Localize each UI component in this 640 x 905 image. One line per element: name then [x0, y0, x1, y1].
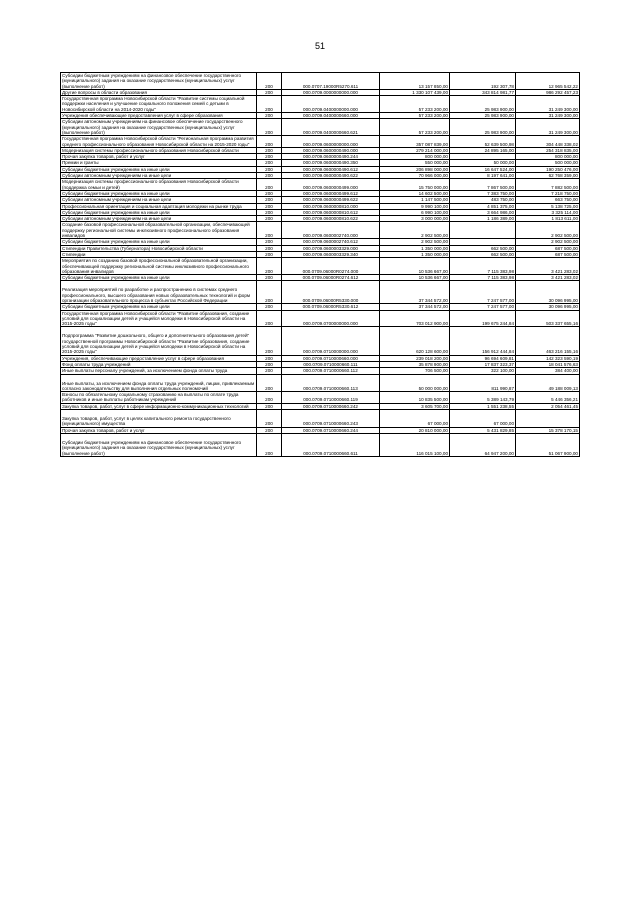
row-remaining-amount-cell: 31 249 300,00 [516, 113, 580, 119]
table-row [61, 410, 580, 428]
row-classification-code-cell: 000.0709.0600000490.244 [282, 154, 380, 160]
row-executed-amount-cell: 67 000,00 [450, 410, 516, 428]
row-executed-amount-cell: 8 197 641,00 [450, 173, 516, 179]
row-remaining-amount-cell: 463 216 155,16 [516, 327, 580, 355]
row-approved-amount-cell: 800 000,00 [380, 154, 450, 160]
row-department-code-cell: 200 [257, 173, 282, 179]
table-row [61, 119, 580, 136]
row-classification-code-cell: 000.0709.0600000810.622 [282, 216, 380, 222]
row-remaining-amount-cell: 30 096 995,00 [516, 304, 580, 310]
row-executed-amount-cell: 662 500,00 [450, 245, 516, 251]
page-number: 51 [314, 41, 325, 51]
row-approved-amount-cell: 2 902 500,00 [380, 222, 450, 239]
row-name-cell: Субсидии автономным учреждениям на иные цели [61, 173, 257, 179]
row-department-code-cell: 200 [257, 374, 282, 392]
table-row [61, 209, 580, 215]
row-classification-code-cell: 000.0709.0600003329.000 [282, 245, 380, 251]
row-classification-code-cell: 000.0709.0000000000.000 [282, 89, 380, 95]
table-row [61, 433, 580, 456]
row-classification-code-cell: 000.0709.0400000000.000 [282, 96, 380, 113]
row-name-cell: Учреждения, обеспечивающие предоставление услуг в сфере образования [61, 355, 257, 361]
row-classification-code-cell: 000.0709.06000R5330.000 [282, 281, 380, 304]
row-department-code-cell: 200 [257, 222, 282, 239]
row-name-cell: Закупка товаров, работ, услуг в сфере информационно-коммуникационных технологий [61, 403, 257, 409]
table-row [61, 216, 580, 222]
row-approved-amount-cell: 6 990 100,00 [380, 209, 450, 215]
row-executed-amount-cell: 322 100,00 [450, 368, 516, 374]
row-approved-amount-cell: 3 605 700,00 [380, 403, 450, 409]
row-remaining-amount-cell: 503 337 655,16 [516, 310, 580, 327]
row-department-code-cell: 200 [257, 281, 282, 304]
row-executed-amount-cell [450, 222, 516, 239]
row-classification-code-cell: 000.0709.0600000490.000 [282, 147, 380, 153]
row-department-code-cell: 200 [257, 197, 282, 203]
row-classification-code-cell: 000.0709.0710000660.113 [282, 374, 380, 392]
row-name-cell: Государственная программа Новосибирской области "Развитие образования, создание условий для социализации детей и учащейся молодежи в Новосибирской области на 2015-2025 годы" [61, 310, 257, 327]
row-department-code-cell: 200 [257, 392, 282, 404]
row-name-cell: Учреждения обеспечивающие предоставления услуг в сфере образования [61, 113, 257, 119]
row-remaining-amount-cell: 5 138 725,00 [516, 203, 580, 209]
row-department-code-cell: 200 [257, 209, 282, 215]
row-department-code-cell: 200 [257, 154, 282, 160]
row-approved-amount-cell: 50 000 000,00 [380, 374, 450, 392]
table-row [61, 310, 580, 327]
row-executed-amount-cell: 7 115 383,98 [450, 275, 516, 281]
row-executed-amount-cell: 25 983 900,00 [450, 119, 516, 136]
row-department-code-cell: 200 [257, 166, 282, 172]
row-classification-code-cell: 000.0709.0600000490.350 [282, 160, 380, 166]
row-name-cell: Государственная программа Новосибирской области "Региональная программа развития среднего профессионального образования Новосибирской области на 2015-2020 годы" [61, 136, 257, 148]
table-row [61, 222, 580, 239]
row-executed-amount-cell: 1 551 238,55 [450, 403, 516, 409]
row-remaining-amount-cell: 687 500,00 [516, 245, 580, 251]
row-remaining-amount-cell: 31 249 300,00 [516, 96, 580, 113]
row-name-cell: Иные выплаты, за исключением фонда оплаты труда учреждений, лицам, привлекаемым согласно законодательству для выполнения отдельных полномочий [61, 374, 257, 392]
row-executed-amount-cell: 25 983 900,00 [450, 113, 516, 119]
row-department-code-cell: 200 [257, 239, 282, 245]
table-row [61, 392, 580, 404]
row-remaining-amount-cell: 986 292 457,23 [516, 89, 580, 95]
row-executed-amount-cell: 192 307,78 [450, 73, 516, 90]
row-approved-amount-cell: 15 750 000,00 [380, 179, 450, 191]
row-approved-amount-cell: 37 344 572,00 [380, 281, 450, 304]
row-classification-code-cell: 000.0709.0710000660.244 [282, 427, 380, 433]
row-remaining-amount-cell: 190 250 476,00 [516, 166, 580, 172]
table-row [61, 258, 580, 275]
row-classification-code-cell: 000.0709.0600000499.000 [282, 179, 380, 191]
row-approved-amount-cell: 3 000 000,00 [380, 216, 450, 222]
table-row [61, 96, 580, 113]
row-executed-amount-cell: 3 664 986,00 [450, 209, 516, 215]
row-classification-code-cell: 000.0709.0710000660.112 [282, 368, 380, 374]
row-name-cell: Создание базовой профессиональной образовательной организации, обеспечивающей поддержку региональной системы инклюзивного профессионального образования инвалидов [61, 222, 257, 239]
row-name-cell: Профессиональная ориентация и социальная адаптация молодежи на рынке труда [61, 203, 257, 209]
row-executed-amount-cell: 343 814 981,77 [450, 89, 516, 95]
row-department-code-cell: 200 [257, 179, 282, 191]
row-approved-amount-cell: 57 233 200,00 [380, 113, 450, 119]
row-classification-code-cell: 000.0709.0600000499.622 [282, 197, 380, 203]
row-approved-amount-cell: 116 015 100,00 [380, 433, 450, 456]
row-name-cell: Субсидии бюджетным учреждениям на иные цели [61, 166, 257, 172]
row-classification-code-cell: 000.0709.0600000490.622 [282, 173, 380, 179]
row-executed-amount-cell: 16 647 524,00 [450, 166, 516, 172]
row-department-code-cell: 200 [257, 327, 282, 355]
row-executed-amount-cell: 199 675 244,84 [450, 310, 516, 327]
table-row [61, 89, 580, 95]
budget-execution-table [60, 72, 580, 457]
row-department-code-cell: 200 [257, 355, 282, 361]
row-department-code-cell: 200 [257, 245, 282, 251]
row-remaining-amount-cell: 18 041 576,63 [516, 361, 580, 367]
row-name-cell: Модернизация системы профессионального образования Новосибирской области [61, 147, 257, 153]
row-remaining-amount-cell: 2 054 461,45 [516, 403, 580, 409]
row-classification-code-cell: 000.0709.0710000660.111 [282, 361, 380, 367]
row-remaining-amount-cell [516, 410, 580, 428]
row-name-cell: Прочая закупка товаров, работ и услуг [61, 427, 257, 433]
row-department-code-cell: 200 [257, 361, 282, 367]
row-department-code-cell: 200 [257, 427, 282, 433]
row-remaining-amount-cell: 3 421 283,02 [516, 258, 580, 275]
row-remaining-amount-cell: 3 325 114,00 [516, 209, 580, 215]
row-executed-amount-cell: 1 186 389,00 [450, 216, 516, 222]
row-department-code-cell: 200 [257, 251, 282, 257]
row-executed-amount-cell: 4 851 375,00 [450, 203, 516, 209]
row-remaining-amount-cell: 304 448 338,02 [516, 136, 580, 148]
row-approved-amount-cell: 70 966 000,00 [380, 173, 450, 179]
row-approved-amount-cell: 67 000,00 [380, 410, 450, 428]
row-remaining-amount-cell: 51 067 900,00 [516, 433, 580, 456]
row-department-code-cell: 200 [257, 310, 282, 327]
row-classification-code-cell: 000.0709.0600002740.000 [282, 222, 380, 239]
row-classification-code-cell: 000.0709.0600000490.612 [282, 166, 380, 172]
table-row [61, 304, 580, 310]
row-name-cell: Субсидии бюджетным учреждениям на иные цели [61, 239, 257, 245]
row-approved-amount-cell: 37 344 572,00 [380, 304, 450, 310]
row-remaining-amount-cell: 12 965 542,22 [516, 73, 580, 90]
row-approved-amount-cell: 10 835 500,00 [380, 392, 450, 404]
row-classification-code-cell: 000.0709.06000R0274.612 [282, 275, 380, 281]
row-name-cell: Субсидии бюджетным учреждениям на финансовое обеспечение государственного (муниципального) задания на оказание государственных (муниципальных) услуг (выполнение работ) [61, 73, 257, 90]
row-executed-amount-cell: 25 983 900,00 [450, 96, 516, 113]
row-executed-amount-cell: 17 837 323,37 [450, 361, 516, 367]
row-department-code-cell: 200 [257, 136, 282, 148]
row-remaining-amount-cell: 3 421 283,02 [516, 275, 580, 281]
row-name-cell: Стипендии [61, 251, 257, 257]
row-remaining-amount-cell: 384 400,00 [516, 368, 580, 374]
row-name-cell: Модернизация системы профессионального образования Новосибирской области (поддержка семьи и детей) [61, 179, 257, 191]
row-approved-amount-cell: 14 602 500,00 [380, 190, 450, 196]
row-name-cell: Закупка товаров, работ, услуг в целях капитального ремонта государственного (муниципального) имущества [61, 410, 257, 428]
row-department-code-cell: 200 [257, 113, 282, 119]
table-row [61, 427, 580, 433]
row-remaining-amount-cell: 800 000,00 [516, 154, 580, 160]
row-remaining-amount-cell: 30 096 995,00 [516, 281, 580, 304]
row-executed-amount-cell: 52 639 500,98 [450, 136, 516, 148]
row-remaining-amount-cell: 254 318 835,00 [516, 147, 580, 153]
row-classification-code-cell: 000.0709.0600000499.612 [282, 190, 380, 196]
row-executed-amount-cell: 96 694 609,81 [450, 355, 516, 361]
row-executed-amount-cell: 50 000,00 [450, 160, 516, 166]
row-approved-amount-cell: 703 012 900,00 [380, 310, 450, 327]
row-name-cell: Субсидии автономным учреждениям на иные цели [61, 197, 257, 203]
row-classification-code-cell: 000.0709.0710000660.119 [282, 392, 380, 404]
row-name-cell: Стипендии Правительства (Губернатора) Новосибирской области [61, 245, 257, 251]
row-remaining-amount-cell: 31 249 300,00 [516, 119, 580, 136]
table-row [61, 190, 580, 196]
row-approved-amount-cell: 10 536 667,00 [380, 258, 450, 275]
row-approved-amount-cell: 620 128 600,00 [380, 327, 450, 355]
row-approved-amount-cell: 550 000,00 [380, 160, 450, 166]
row-department-code-cell: 200 [257, 147, 282, 153]
row-name-cell: Субсидии бюджетным учреждениям на иные цели [61, 190, 257, 196]
row-department-code-cell: 200 [257, 89, 282, 95]
row-classification-code-cell: 000.0709.06000R5330.612 [282, 304, 380, 310]
row-executed-amount-cell: 5 389 143,79 [450, 392, 516, 404]
table-row [61, 197, 580, 203]
table-row [61, 173, 580, 179]
row-approved-amount-cell: 1 330 107 439,00 [380, 89, 450, 95]
row-classification-code-cell: 000.0709.0400000660.000 [282, 113, 380, 119]
row-classification-code-cell: 000.0709.06000R0274.000 [282, 258, 380, 275]
row-executed-amount-cell: 483 750,00 [450, 197, 516, 203]
row-approved-amount-cell: 706 500,00 [380, 368, 450, 374]
row-classification-code-cell: 000.0709.0710000000.000 [282, 327, 380, 355]
row-approved-amount-cell: 357 087 839,00 [380, 136, 450, 148]
row-name-cell: Реализация мероприятий по разработке и распространению в системах среднего профессионального, высшего образования новых образовательных технологий и форм организации образовательного процесса в субъектах Российской Федерации [61, 281, 257, 304]
row-department-code-cell: 200 [257, 96, 282, 113]
row-name-cell: Иные выплаты персоналу учреждений, за исключением фонда оплаты труда [61, 368, 257, 374]
row-classification-code-cell: 000.0709.0600000810.000 [282, 203, 380, 209]
table-row [61, 275, 580, 281]
table-row [61, 281, 580, 304]
row-classification-code-cell: 000.0709.0400000660.621 [282, 119, 380, 136]
row-executed-amount-cell: 5 431 829,85 [450, 427, 516, 433]
row-remaining-amount-cell: 500 000,00 [516, 160, 580, 166]
row-name-cell: Субсидии автономным учреждениям на иные цели [61, 216, 257, 222]
row-remaining-amount-cell: 663 750,00 [516, 197, 580, 203]
row-executed-amount-cell: 7 383 750,00 [450, 190, 516, 196]
row-department-code-cell: 200 [257, 190, 282, 196]
row-classification-code-cell: 000.0709.0710000660.000 [282, 355, 380, 361]
row-remaining-amount-cell: 142 323 590,19 [516, 355, 580, 361]
row-executed-amount-cell: 7 115 383,98 [450, 258, 516, 275]
table-row [61, 403, 580, 409]
row-department-code-cell: 200 [257, 433, 282, 456]
row-approved-amount-cell: 279 214 000,00 [380, 147, 450, 153]
table-row [61, 113, 580, 119]
row-remaining-amount-cell: 2 902 500,00 [516, 239, 580, 245]
row-name-cell: Мероприятия по созданию базовой профессиональной образовательной организации, обеспечивающей поддержку региональной системы инклюзивного профессионального образования инвалидов [61, 258, 257, 275]
row-department-code-cell: 200 [257, 368, 282, 374]
row-executed-amount-cell: 811 990,87 [450, 374, 516, 392]
row-approved-amount-cell: 9 990 100,00 [380, 203, 450, 209]
row-department-code-cell: 200 [257, 258, 282, 275]
row-name-cell: Субсидии бюджетным учреждениям на иные цели [61, 275, 257, 281]
row-remaining-amount-cell: 5 446 356,21 [516, 392, 580, 404]
row-classification-code-cell: 000.0707.19000R5270.611 [282, 73, 380, 90]
table-row [61, 136, 580, 148]
row-remaining-amount-cell: 1 813 611,00 [516, 216, 580, 222]
table-row [61, 73, 580, 90]
row-name-cell: Субсидии бюджетным учреждениям на иные цели [61, 304, 257, 310]
row-executed-amount-cell: 7 247 577,00 [450, 304, 516, 310]
row-remaining-amount-cell: 15 378 170,15 [516, 427, 580, 433]
row-approved-amount-cell: 13 157 850,00 [380, 73, 450, 90]
row-name-cell: Фонд оплаты труда учреждений [61, 361, 257, 367]
row-approved-amount-cell: 35 878 900,00 [380, 361, 450, 367]
row-department-code-cell: 200 [257, 216, 282, 222]
table-row [61, 203, 580, 209]
row-classification-code-cell: 000.0709.0700000000.000 [282, 310, 380, 327]
row-executed-amount-cell: 7 867 500,00 [450, 179, 516, 191]
row-department-code-cell: 200 [257, 203, 282, 209]
row-name-cell: Другие вопросы в области образования [61, 89, 257, 95]
table-row [61, 368, 580, 374]
row-approved-amount-cell: 57 233 200,00 [380, 119, 450, 136]
row-classification-code-cell: 000.0709.0600002740.612 [282, 239, 380, 245]
row-executed-amount-cell: 7 247 577,00 [450, 281, 516, 304]
row-name-cell: Субсидии бюджетным учреждениям на иные цели [61, 209, 257, 215]
row-approved-amount-cell: 2 902 500,00 [380, 239, 450, 245]
row-classification-code-cell: 000.0709.0710000660.242 [282, 403, 380, 409]
row-name-cell: Государственная программа Новосибирской области "Развитие системы социальной поддержки населения и улучшение социального положения семей с детьми в Новосибирской области на 2014-2020 годы" [61, 96, 257, 113]
row-remaining-amount-cell: 7 882 500,00 [516, 179, 580, 191]
row-name-cell: Субсидии бюджетным учреждениям на финансовое обеспечение государственного (муниципального) задания на оказание государственных (муниципальных) услуг (выполнение работ) [61, 433, 257, 456]
table-body [61, 73, 580, 457]
row-department-code-cell: 200 [257, 160, 282, 166]
row-remaining-amount-cell: 49 188 009,13 [516, 374, 580, 392]
row-department-code-cell: 200 [257, 73, 282, 90]
row-approved-amount-cell: 57 233 200,00 [380, 96, 450, 113]
table-row [61, 327, 580, 355]
row-approved-amount-cell: 1 350 000,00 [380, 251, 450, 257]
table-row [61, 374, 580, 392]
row-remaining-amount-cell: 2 902 500,00 [516, 222, 580, 239]
row-department-code-cell: 200 [257, 275, 282, 281]
row-classification-code-cell: 000.0709.0710000660.243 [282, 410, 380, 428]
row-approved-amount-cell: 1 350 000,00 [380, 245, 450, 251]
row-department-code-cell: 200 [257, 410, 282, 428]
row-approved-amount-cell: 239 018 200,00 [380, 355, 450, 361]
row-department-code-cell: 200 [257, 119, 282, 136]
row-approved-amount-cell: 206 898 000,00 [380, 166, 450, 172]
row-department-code-cell: 200 [257, 304, 282, 310]
table-row [61, 166, 580, 172]
row-executed-amount-cell: 156 912 444,84 [450, 327, 516, 355]
row-classification-code-cell: 000.0709.0600000810.612 [282, 209, 380, 215]
row-name-cell: Взносы по обязательному социальному страхованию на выплаты по оплате труда работников и иные выплаты работникам учреждений [61, 392, 257, 404]
table-row [61, 245, 580, 251]
row-name-cell: Субсидии автономным учреждениям на финансовое обеспечение государственного (муниципального) задания на оказание государственных (муниципальных) услуг (выполнение работ) [61, 119, 257, 136]
row-approved-amount-cell: 1 147 500,00 [380, 197, 450, 203]
row-name-cell: Подпрограмма "Развитие дошкольного, общего и дополнительного образования детей" государственной программы Новосибирской области "Развитие образования, создание условий для социализации детей и учащейся молодежи в Новосибирской области на 2015-2025 годы" [61, 327, 257, 355]
row-department-code-cell: 200 [257, 403, 282, 409]
row-name-cell: Премии и гранты [61, 160, 257, 166]
row-executed-amount-cell: 662 500,00 [450, 251, 516, 257]
row-executed-amount-cell: 24 895 165,00 [450, 147, 516, 153]
table-row [61, 147, 580, 153]
row-remaining-amount-cell: 687 500,00 [516, 251, 580, 257]
row-approved-amount-cell: 20 810 000,00 [380, 427, 450, 433]
table-row [61, 355, 580, 361]
row-executed-amount-cell: 64 947 200,00 [450, 433, 516, 456]
row-classification-code-cell: 000.0709.0600000000.000 [282, 136, 380, 148]
row-approved-amount-cell: 10 536 667,00 [380, 275, 450, 281]
row-classification-code-cell: 000.0709.0600003329.340 [282, 251, 380, 257]
row-classification-code-cell: 000.0709.0710000660.611 [282, 433, 380, 456]
table-row [61, 179, 580, 191]
row-name-cell: Прочая закупка товаров, работ и услуг [61, 154, 257, 160]
row-remaining-amount-cell: 62 768 359,00 [516, 173, 580, 179]
row-remaining-amount-cell: 7 218 750,00 [516, 190, 580, 196]
